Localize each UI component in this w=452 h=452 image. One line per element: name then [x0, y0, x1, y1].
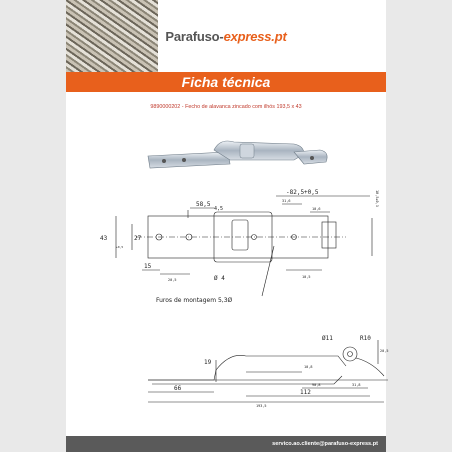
dim-total: 193,5	[256, 404, 267, 408]
dim-eye: Ø11	[322, 335, 333, 342]
datasheet	[66, 0, 389, 452]
dim-radius: R10	[360, 335, 371, 342]
dim-pitch: 20,5	[168, 278, 177, 282]
dim-catch-off: 10,5	[302, 275, 311, 279]
dim-overall: -82,5+0,5	[286, 189, 319, 196]
dim-slot: 31,6	[282, 199, 291, 203]
dim-inner: 27	[134, 235, 142, 242]
mounting-note: Furos de montagem 5,3Ø	[156, 297, 233, 304]
dim-offset: 10,8	[304, 365, 313, 369]
top-view-drawing	[96, 188, 386, 308]
dim-hook-small: 4,5	[214, 206, 224, 212]
dim-height-tol: +0,5	[116, 245, 124, 249]
dim-hole: Ø 4	[214, 275, 225, 282]
dim-catch-w: 10,6	[312, 207, 321, 211]
title-bar	[66, 72, 386, 92]
footer-email[interactable]: servico.ao.cliente@parafuso-express.pt	[272, 441, 378, 447]
logo-text: Parafuso-express.pt	[165, 28, 287, 44]
dim-height: 43	[100, 235, 108, 242]
dim-rise: 19	[204, 359, 212, 366]
dim-long: 112	[300, 389, 311, 396]
page-title: Ficha técnica	[181, 74, 271, 90]
product-description: 9890000202 - Fecho de alavanca zincado com ilhós 193,5 x 43	[150, 104, 302, 110]
dim-mid: 90,8	[312, 383, 321, 387]
dim-edge: 15	[144, 263, 152, 270]
logo[interactable]	[158, 0, 294, 72]
side-view-drawing	[96, 312, 389, 408]
screws-photo	[66, 0, 158, 72]
dim-hook-len: 58,5	[196, 201, 211, 208]
product-photo	[144, 134, 334, 182]
dim-catch-h: 10,5+0,3	[375, 190, 379, 207]
dim-eye-h: 20,5	[380, 349, 389, 353]
dim-base: 66	[174, 385, 182, 392]
dim-tail: 31,8	[352, 383, 361, 387]
footer	[66, 436, 386, 452]
